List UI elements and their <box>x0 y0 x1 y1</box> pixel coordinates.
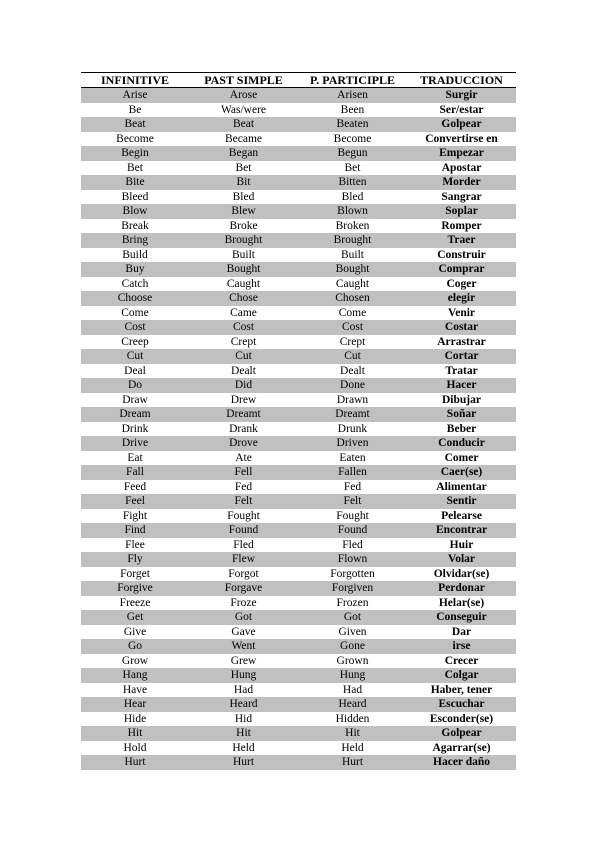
past-participle-cell: Frozen <box>298 596 407 611</box>
past-simple-cell: Flew <box>189 552 298 567</box>
past-participle-cell: Broken <box>298 219 407 234</box>
irregular-verbs-table <box>81 72 516 770</box>
traduccion-cell: Morder <box>407 175 516 190</box>
table-row <box>81 248 516 263</box>
past-participle-cell: Bitten <box>298 175 407 190</box>
infinitive-cell: Catch <box>81 277 189 292</box>
infinitive-cell: Fly <box>81 552 189 567</box>
past-participle-cell: Driven <box>298 436 407 451</box>
table-row <box>81 436 516 451</box>
past-participle-cell: Crept <box>298 335 407 350</box>
table-row <box>81 364 516 379</box>
infinitive-cell: Bite <box>81 175 189 190</box>
table-row <box>81 465 516 480</box>
past-participle-cell: Arisen <box>298 88 407 103</box>
past-simple-cell: Held <box>189 741 298 756</box>
traduccion-cell: Venir <box>407 306 516 321</box>
past-simple-cell: Was/were <box>189 103 298 118</box>
traduccion-cell: Encontrar <box>407 523 516 538</box>
infinitive-cell: Drive <box>81 436 189 451</box>
table-row <box>81 654 516 669</box>
infinitive-cell: Bring <box>81 233 189 248</box>
past-simple-cell: Came <box>189 306 298 321</box>
past-simple-cell: Hit <box>189 726 298 741</box>
traduccion-cell: Dar <box>407 625 516 640</box>
past-simple-cell: Cost <box>189 320 298 335</box>
traduccion-cell: Golpear <box>407 726 516 741</box>
past-simple-cell: Fought <box>189 509 298 524</box>
infinitive-cell: Choose <box>81 291 189 306</box>
past-participle-cell: Built <box>298 248 407 263</box>
traduccion-cell: Olvidar(se) <box>407 567 516 582</box>
past-simple-cell: Cut <box>189 349 298 364</box>
traduccion-cell: Construir <box>407 248 516 263</box>
past-simple-cell: Arose <box>189 88 298 103</box>
past-simple-cell: Broke <box>189 219 298 234</box>
infinitive-cell: Hurt <box>81 755 189 770</box>
past-simple-cell: Fed <box>189 480 298 495</box>
infinitive-cell: Bleed <box>81 190 189 205</box>
infinitive-cell: Dream <box>81 407 189 422</box>
infinitive-cell: Freeze <box>81 596 189 611</box>
past-participle-cell: Become <box>298 132 407 147</box>
past-participle-cell: Brought <box>298 233 407 248</box>
traduccion-cell: Huir <box>407 538 516 553</box>
past-participle-cell: Heard <box>298 697 407 712</box>
past-participle-cell: Chosen <box>298 291 407 306</box>
past-participle-cell: Got <box>298 610 407 625</box>
table-row <box>81 668 516 683</box>
traduccion-cell: Comer <box>407 451 516 466</box>
past-simple-cell: Went <box>189 639 298 654</box>
past-participle-cell: Eaten <box>298 451 407 466</box>
past-simple-cell: Hurt <box>189 755 298 770</box>
infinitive-cell: Feel <box>81 494 189 509</box>
table-body <box>81 88 516 770</box>
traduccion-cell: Costar <box>407 320 516 335</box>
past-participle-cell: Been <box>298 103 407 118</box>
infinitive-cell: Cost <box>81 320 189 335</box>
past-simple-cell: Dreamt <box>189 407 298 422</box>
table-row <box>81 291 516 306</box>
traduccion-cell: Haber, tener <box>407 683 516 698</box>
past-simple-cell: Ate <box>189 451 298 466</box>
past-participle-cell: Fed <box>298 480 407 495</box>
table-row <box>81 726 516 741</box>
traduccion-cell: elegir <box>407 291 516 306</box>
table-row <box>81 552 516 567</box>
traduccion-cell: Crecer <box>407 654 516 669</box>
infinitive-cell: Break <box>81 219 189 234</box>
table-row <box>81 755 516 770</box>
traduccion-cell: Arrastrar <box>407 335 516 350</box>
past-simple-cell: Bit <box>189 175 298 190</box>
infinitive-cell: Come <box>81 306 189 321</box>
table-row <box>81 233 516 248</box>
past-simple-cell: Hid <box>189 712 298 727</box>
table-row <box>81 523 516 538</box>
table-row <box>81 451 516 466</box>
infinitive-cell: Fight <box>81 509 189 524</box>
table-row <box>81 306 516 321</box>
past-participle-cell: Done <box>298 378 407 393</box>
traduccion-cell: Comprar <box>407 262 516 277</box>
infinitive-cell: Find <box>81 523 189 538</box>
past-simple-cell: Forgot <box>189 567 298 582</box>
past-participle-cell: Begun <box>298 146 407 161</box>
past-participle-cell: Given <box>298 625 407 640</box>
past-participle-cell: Dreamt <box>298 407 407 422</box>
infinitive-cell: Be <box>81 103 189 118</box>
header-traduccion: TRADUCCION <box>407 73 516 88</box>
infinitive-cell: Grow <box>81 654 189 669</box>
traduccion-cell: Tratar <box>407 364 516 379</box>
past-participle-cell: Flown <box>298 552 407 567</box>
past-participle-cell: Hidden <box>298 712 407 727</box>
past-simple-cell: Caught <box>189 277 298 292</box>
past-participle-cell: Had <box>298 683 407 698</box>
infinitive-cell: Flee <box>81 538 189 553</box>
header-past-participle: P. PARTICIPLE <box>298 73 407 88</box>
past-participle-cell: Bled <box>298 190 407 205</box>
past-participle-cell: Gone <box>298 639 407 654</box>
traduccion-cell: Esconder(se) <box>407 712 516 727</box>
past-participle-cell: Hung <box>298 668 407 683</box>
past-simple-cell: Chose <box>189 291 298 306</box>
infinitive-cell: Have <box>81 683 189 698</box>
past-simple-cell: Blew <box>189 204 298 219</box>
table-row <box>81 741 516 756</box>
past-simple-cell: Did <box>189 378 298 393</box>
table-row <box>81 494 516 509</box>
traduccion-cell: Soplar <box>407 204 516 219</box>
past-participle-cell: Fled <box>298 538 407 553</box>
traduccion-cell: Conseguir <box>407 610 516 625</box>
traduccion-cell: Volar <box>407 552 516 567</box>
table-row <box>81 407 516 422</box>
table-row <box>81 422 516 437</box>
table-row <box>81 697 516 712</box>
past-simple-cell: Felt <box>189 494 298 509</box>
past-simple-cell: Drove <box>189 436 298 451</box>
infinitive-cell: Begin <box>81 146 189 161</box>
table-row <box>81 596 516 611</box>
traduccion-cell: irse <box>407 639 516 654</box>
traduccion-cell: Dibujar <box>407 393 516 408</box>
past-participle-cell: Cut <box>298 349 407 364</box>
past-simple-cell: Bought <box>189 262 298 277</box>
traduccion-cell: Surgir <box>407 88 516 103</box>
traduccion-cell: Empezar <box>407 146 516 161</box>
past-participle-cell: Cost <box>298 320 407 335</box>
infinitive-cell: Build <box>81 248 189 263</box>
traduccion-cell: Sentir <box>407 494 516 509</box>
past-participle-cell: Bet <box>298 161 407 176</box>
past-simple-cell: Drank <box>189 422 298 437</box>
past-simple-cell: Bled <box>189 190 298 205</box>
header-past-simple: PAST SIMPLE <box>189 73 298 88</box>
infinitive-cell: Arise <box>81 88 189 103</box>
past-simple-cell: Beat <box>189 117 298 132</box>
infinitive-cell: Bet <box>81 161 189 176</box>
past-participle-cell: Drawn <box>298 393 407 408</box>
traduccion-cell: Golpear <box>407 117 516 132</box>
past-participle-cell: Felt <box>298 494 407 509</box>
infinitive-cell: Hang <box>81 668 189 683</box>
past-simple-cell: Became <box>189 132 298 147</box>
past-simple-cell: Crept <box>189 335 298 350</box>
traduccion-cell: Convertirse en <box>407 132 516 147</box>
table-row <box>81 132 516 147</box>
infinitive-cell: Buy <box>81 262 189 277</box>
infinitive-cell: Get <box>81 610 189 625</box>
table-row <box>81 262 516 277</box>
past-simple-cell: Brought <box>189 233 298 248</box>
traduccion-cell: Colgar <box>407 668 516 683</box>
past-simple-cell: Froze <box>189 596 298 611</box>
infinitive-cell: Cut <box>81 349 189 364</box>
infinitive-cell: Forget <box>81 567 189 582</box>
table-row <box>81 103 516 118</box>
traduccion-cell: Romper <box>407 219 516 234</box>
traduccion-cell: Helar(se) <box>407 596 516 611</box>
table-row <box>81 639 516 654</box>
traduccion-cell: Soñar <box>407 407 516 422</box>
table-row <box>81 204 516 219</box>
past-simple-cell: Fell <box>189 465 298 480</box>
infinitive-cell: Go <box>81 639 189 654</box>
infinitive-cell: Hold <box>81 741 189 756</box>
table-header <box>81 73 516 88</box>
infinitive-cell: Draw <box>81 393 189 408</box>
traduccion-cell: Hacer <box>407 378 516 393</box>
infinitive-cell: Drink <box>81 422 189 437</box>
past-participle-cell: Bought <box>298 262 407 277</box>
past-simple-cell: Heard <box>189 697 298 712</box>
past-simple-cell: Hung <box>189 668 298 683</box>
past-participle-cell: Blown <box>298 204 407 219</box>
past-simple-cell: Began <box>189 146 298 161</box>
table-row <box>81 349 516 364</box>
table-row <box>81 393 516 408</box>
past-participle-cell: Found <box>298 523 407 538</box>
past-participle-cell: Hurt <box>298 755 407 770</box>
past-simple-cell: Got <box>189 610 298 625</box>
traduccion-cell: Conducir <box>407 436 516 451</box>
infinitive-cell: Beat <box>81 117 189 132</box>
traduccion-cell: Caer(se) <box>407 465 516 480</box>
infinitive-cell: Fall <box>81 465 189 480</box>
past-participle-cell: Grown <box>298 654 407 669</box>
table-row <box>81 161 516 176</box>
past-participle-cell: Caught <box>298 277 407 292</box>
traduccion-cell: Perdonar <box>407 581 516 596</box>
infinitive-cell: Feed <box>81 480 189 495</box>
table-row <box>81 538 516 553</box>
past-simple-cell: Built <box>189 248 298 263</box>
past-participle-cell: Come <box>298 306 407 321</box>
table-row <box>81 480 516 495</box>
infinitive-cell: Hear <box>81 697 189 712</box>
infinitive-cell: Become <box>81 132 189 147</box>
past-simple-cell: Found <box>189 523 298 538</box>
infinitive-cell: Blow <box>81 204 189 219</box>
traduccion-cell: Pelearse <box>407 509 516 524</box>
table-row <box>81 219 516 234</box>
table-row <box>81 378 516 393</box>
past-participle-cell: Hit <box>298 726 407 741</box>
table-row <box>81 277 516 292</box>
past-simple-cell: Forgave <box>189 581 298 596</box>
past-participle-cell: Beaten <box>298 117 407 132</box>
past-participle-cell: Fallen <box>298 465 407 480</box>
table-row <box>81 509 516 524</box>
infinitive-cell: Do <box>81 378 189 393</box>
past-participle-cell: Held <box>298 741 407 756</box>
infinitive-cell: Hide <box>81 712 189 727</box>
table-row <box>81 117 516 132</box>
table-row <box>81 335 516 350</box>
past-participle-cell: Forgiven <box>298 581 407 596</box>
past-simple-cell: Dealt <box>189 364 298 379</box>
infinitive-cell: Creep <box>81 335 189 350</box>
table-row <box>81 146 516 161</box>
traduccion-cell: Agarrar(se) <box>407 741 516 756</box>
table-row <box>81 88 516 103</box>
traduccion-cell: Alimentar <box>407 480 516 495</box>
table-row <box>81 683 516 698</box>
table-row <box>81 610 516 625</box>
past-participle-cell: Forgotten <box>298 567 407 582</box>
traduccion-cell: Ser/estar <box>407 103 516 118</box>
infinitive-cell: Hit <box>81 726 189 741</box>
past-simple-cell: Fled <box>189 538 298 553</box>
past-participle-cell: Fought <box>298 509 407 524</box>
traduccion-cell: Traer <box>407 233 516 248</box>
header-infinitive: INFINITIVE <box>81 73 189 88</box>
traduccion-cell: Cortar <box>407 349 516 364</box>
past-simple-cell: Drew <box>189 393 298 408</box>
traduccion-cell: Beber <box>407 422 516 437</box>
table-row <box>81 320 516 335</box>
past-participle-cell: Drunk <box>298 422 407 437</box>
table-row <box>81 175 516 190</box>
table-row <box>81 581 516 596</box>
table-row <box>81 712 516 727</box>
past-participle-cell: Dealt <box>298 364 407 379</box>
header-row <box>81 73 516 88</box>
table-row <box>81 567 516 582</box>
infinitive-cell: Deal <box>81 364 189 379</box>
table-row <box>81 625 516 640</box>
infinitive-cell: Give <box>81 625 189 640</box>
traduccion-cell: Sangrar <box>407 190 516 205</box>
past-simple-cell: Bet <box>189 161 298 176</box>
table-row <box>81 190 516 205</box>
past-simple-cell: Had <box>189 683 298 698</box>
traduccion-cell: Escuchar <box>407 697 516 712</box>
past-simple-cell: Gave <box>189 625 298 640</box>
traduccion-cell: Hacer daño <box>407 755 516 770</box>
past-simple-cell: Grew <box>189 654 298 669</box>
traduccion-cell: Apostar <box>407 161 516 176</box>
traduccion-cell: Coger <box>407 277 516 292</box>
infinitive-cell: Eat <box>81 451 189 466</box>
infinitive-cell: Forgive <box>81 581 189 596</box>
